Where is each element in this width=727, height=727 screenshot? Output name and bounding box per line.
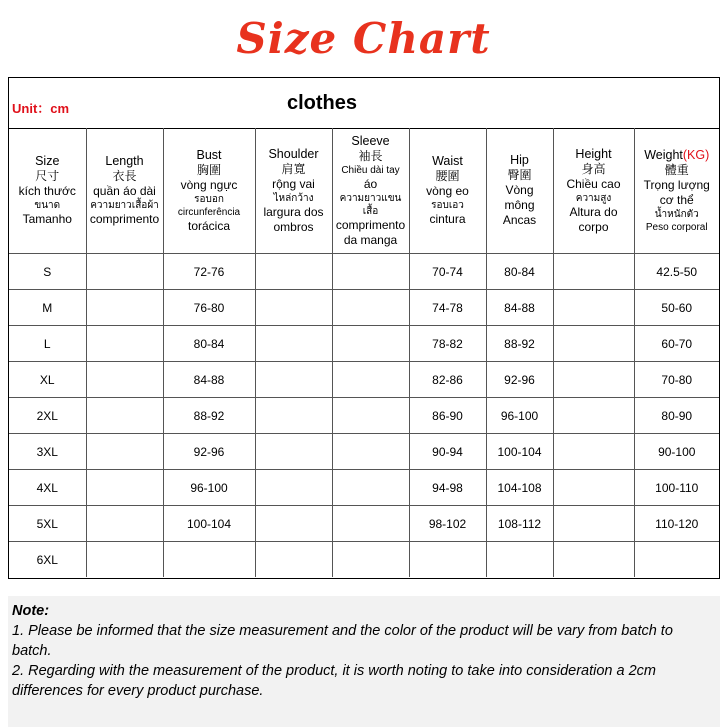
cell-waist: 86-90	[409, 398, 486, 434]
cell-bust: 84-88	[163, 362, 255, 398]
cell-length	[86, 326, 163, 362]
cell-size: L	[9, 326, 86, 362]
cell-hip: 100-104	[486, 434, 553, 470]
header-bust-line: รอบอก	[194, 193, 224, 205]
cell-height	[553, 542, 634, 578]
note-line-1: 1. Please be informed that the size measurement and the color of the product will be vary from batch to batch.	[12, 623, 673, 659]
cell-weight: 110-120	[634, 506, 719, 542]
header-size-line: Size	[35, 154, 60, 168]
cell-height	[553, 362, 634, 398]
header-weight-line: น้ำหนักตัว	[654, 208, 699, 220]
cell-length	[86, 434, 163, 470]
header-length-line: comprimento	[89, 212, 160, 226]
cell-hip: 84-88	[486, 290, 553, 326]
cell-size: 2XL	[9, 398, 86, 434]
header-weight-line: Trọng lượng	[643, 177, 710, 192]
cell-height	[553, 326, 634, 362]
table-row	[9, 290, 719, 326]
cell-height	[553, 290, 634, 326]
cell-shoulder	[255, 506, 332, 542]
cell-shoulder	[255, 362, 332, 398]
cell-sleeve	[332, 542, 409, 578]
unit-label: Unit：cm	[12, 101, 70, 116]
header-sleeve-line: comprimento	[335, 217, 406, 232]
header-shoulder	[255, 128, 332, 254]
table-row	[9, 398, 719, 434]
cell-sleeve	[332, 470, 409, 506]
header-length-line: Length	[105, 154, 144, 168]
header-waist-line: รอบเอว	[431, 200, 464, 211]
cell-waist: 82-86	[409, 362, 486, 398]
header-height-line: Chiều cao	[566, 176, 621, 191]
cell-shoulder	[255, 326, 332, 362]
cell-weight: 100-110	[634, 470, 719, 506]
cell-hip: 80-84	[486, 254, 553, 290]
cell-waist: 78-82	[409, 326, 486, 362]
header-length-line: 衣長	[112, 169, 137, 183]
header-length-line: quần áo dài	[93, 184, 156, 198]
header-height	[553, 128, 634, 254]
cell-bust: 96-100	[163, 470, 255, 506]
header-height-line: ความสูง	[575, 192, 612, 204]
header-shoulder-line: Shoulder	[268, 146, 319, 161]
cell-sleeve	[332, 506, 409, 542]
cell-hip: 108-112	[486, 506, 553, 542]
header-waist-line: Waist	[432, 154, 463, 168]
cell-size: M	[9, 290, 86, 326]
cell-size: XL	[9, 362, 86, 398]
cell-size: 5XL	[9, 506, 86, 542]
cell-size: S	[9, 254, 86, 290]
header-shoulder-line: 肩寬	[281, 161, 306, 176]
header-size-line: ขนาด	[34, 200, 61, 211]
cell-bust: 76-80	[163, 290, 255, 326]
header-waist-line: cintura	[429, 212, 466, 226]
cell-sleeve	[332, 290, 409, 326]
cell-shoulder	[255, 290, 332, 326]
header-waist-line: 腰圍	[435, 169, 460, 183]
cell-length	[86, 542, 163, 578]
header-height-line: Height	[575, 146, 612, 161]
cell-hip: 88-92	[486, 326, 553, 362]
header-weight	[634, 128, 719, 254]
table-row	[9, 434, 719, 470]
notes-title: Note:	[12, 603, 50, 619]
cell-height	[553, 434, 634, 470]
cell-length	[86, 362, 163, 398]
header-sleeve	[332, 128, 409, 254]
note-line-2: 2. Regarding with the measurement of the product, it is worth noting to take into consideration a 2cm differences for every product purchase.	[12, 663, 656, 699]
header-waist	[409, 128, 486, 254]
header-hip-line: mông	[504, 198, 535, 212]
cell-sleeve	[332, 326, 409, 362]
header-bust-line: 胸圍	[196, 162, 221, 177]
header-hip-line: Ancas	[502, 213, 537, 227]
cell-weight	[634, 542, 719, 578]
table-row	[9, 470, 719, 506]
header-sleeve-line: Sleeve	[351, 133, 390, 148]
header-bust	[163, 128, 255, 254]
header-hip	[486, 128, 553, 254]
table-row	[9, 542, 719, 578]
cell-height	[553, 506, 634, 542]
header-sleeve-line: ความยาวแขน	[339, 192, 402, 204]
table-row	[9, 326, 719, 362]
cell-length	[86, 290, 163, 326]
header-height-line: corpo	[578, 219, 609, 234]
cell-sleeve	[332, 362, 409, 398]
cell-weight: 70-80	[634, 362, 719, 398]
header-height-line: 身高	[581, 161, 606, 176]
cell-height	[553, 470, 634, 506]
cell-sleeve	[332, 434, 409, 470]
cell-size: 6XL	[9, 542, 86, 578]
header-weight-line: 體重	[664, 162, 689, 177]
header-row	[9, 128, 719, 254]
cell-weight: 90-100	[634, 434, 719, 470]
cell-bust: 100-104	[163, 506, 255, 542]
header-height-line: Altura do	[569, 204, 618, 219]
cell-shoulder	[255, 398, 332, 434]
cell-length	[86, 506, 163, 542]
cell-waist: 94-98	[409, 470, 486, 506]
cell-waist: 90-94	[409, 434, 486, 470]
cell-length	[86, 398, 163, 434]
cell-shoulder	[255, 542, 332, 578]
unit-row	[9, 78, 719, 129]
cell-bust: 72-76	[163, 254, 255, 290]
cell-hip: 104-108	[486, 470, 553, 506]
header-shoulder-line: ombros	[273, 219, 314, 234]
header-sleeve-line: เสื้อ	[362, 205, 379, 217]
header-bust-line: vòng ngực	[180, 177, 238, 192]
table-row	[9, 506, 719, 542]
cell-weight: 80-90	[634, 398, 719, 434]
cell-weight: 42.5-50	[634, 254, 719, 290]
notes-box	[8, 596, 720, 727]
table-row	[9, 362, 719, 398]
cell-sleeve	[332, 398, 409, 434]
header-waist-line: vòng eo	[426, 184, 469, 198]
cell-bust: 80-84	[163, 326, 255, 362]
header-weight-line: cơ thể	[659, 192, 694, 207]
cell-height	[553, 254, 634, 290]
cell-weight: 60-70	[634, 326, 719, 362]
header-length-line: ความยาวเสื้อผ้า	[90, 200, 159, 211]
header-weight-line: Weight(KG)	[644, 147, 710, 162]
header-hip-line: 臀圍	[507, 168, 532, 182]
cell-hip	[486, 542, 553, 578]
cell-shoulder	[255, 434, 332, 470]
header-size-line: kích thước	[18, 184, 76, 198]
header-bust-line: Bust	[196, 147, 222, 162]
cell-waist: 70-74	[409, 254, 486, 290]
page-title: Size Chart	[236, 14, 491, 63]
header-sleeve-line: Chiều dài tay	[341, 164, 400, 176]
cell-size: 4XL	[9, 470, 86, 506]
cell-height	[553, 398, 634, 434]
header-hip-line: Vòng	[505, 183, 534, 197]
cell-weight: 50-60	[634, 290, 719, 326]
cell-bust	[163, 542, 255, 578]
header-hip-line: Hip	[510, 153, 529, 167]
cell-length	[86, 254, 163, 290]
header-size	[9, 128, 86, 254]
header-sleeve-line: áo	[363, 176, 378, 191]
cell-bust: 92-96	[163, 434, 255, 470]
cell-hip: 92-96	[486, 362, 553, 398]
cell-hip: 96-100	[486, 398, 553, 434]
cell-shoulder	[255, 254, 332, 290]
header-sleeve-line: da manga	[343, 232, 398, 247]
header-length	[86, 128, 163, 254]
header-shoulder-line: ไหล่กว้าง	[273, 192, 314, 204]
header-size-line: 尺寸	[35, 169, 60, 183]
cell-waist: 74-78	[409, 290, 486, 326]
header-bust-line: circunferência	[177, 206, 241, 218]
size-chart-table	[8, 77, 720, 579]
cell-size: 3XL	[9, 434, 86, 470]
cell-bust: 88-92	[163, 398, 255, 434]
cell-length	[86, 470, 163, 506]
cell-shoulder	[255, 470, 332, 506]
header-bust-line: torácica	[187, 218, 231, 233]
table-row	[9, 254, 719, 290]
header-shoulder-line: largura dos	[263, 204, 324, 219]
category-label: clothes	[287, 92, 358, 114]
size-table	[9, 128, 719, 577]
cell-waist	[409, 542, 486, 578]
cell-waist: 98-102	[409, 506, 486, 542]
header-weight-line: Peso corporal	[645, 221, 708, 233]
cell-sleeve	[332, 254, 409, 290]
header-sleeve-line: 袖長	[358, 148, 383, 163]
header-shoulder-line: rộng vai	[272, 176, 315, 191]
header-size-line: Tamanho	[22, 212, 72, 226]
